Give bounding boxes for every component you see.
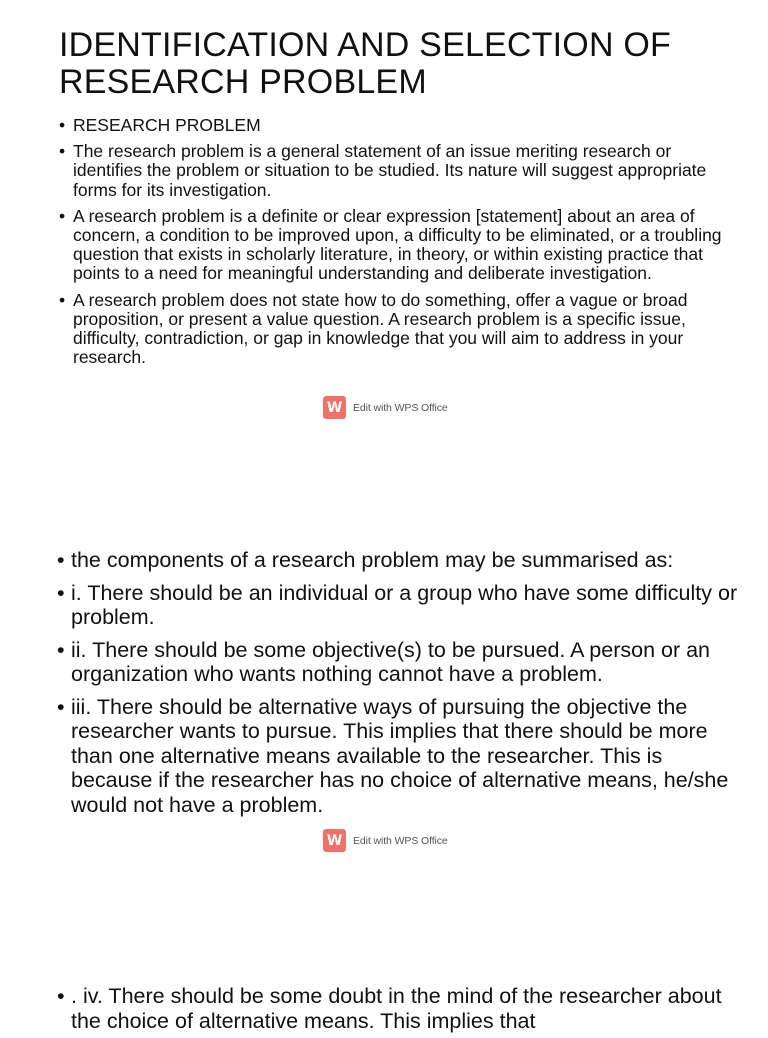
bullet-item: • ii. There should be some objective(s) to be pursued. A person or an organization who wants nothing cannot have a problem. xyxy=(57,638,747,687)
wps-logo-icon: W xyxy=(323,396,346,419)
bullet-item: • i. There should be an individual or a group who have some difficulty or problem. xyxy=(57,581,747,630)
slide-3 xyxy=(0,978,768,1038)
bullet-item: • RESEARCH PROBLEM xyxy=(59,116,729,135)
bullet-item: • . iv. There should be some doubt in the mind of the researcher about the choice of alternative means. This implies that xyxy=(57,984,747,1033)
wps-watermark[interactable] xyxy=(323,829,448,852)
bullet-item: • the components of a research problem may be summarised as: xyxy=(57,548,747,573)
bullet-item: • A research problem does not state how to do something, offer a vague or broad proposition, or present a value question. A research problem is a specific issue, difficulty, contradiction, or gap in knowledge that you will aim to address in your research. xyxy=(59,291,729,368)
slide-title: IDENTIFICATION AND SELECTION OF RESEARCH PROBLEM xyxy=(59,26,671,101)
wps-watermark-label: Edit with WPS Office xyxy=(353,401,448,414)
wps-watermark[interactable] xyxy=(323,396,448,419)
bullet-list xyxy=(57,548,747,825)
bullet-list xyxy=(59,116,729,374)
slide-1 xyxy=(0,0,768,430)
wps-logo-icon: W xyxy=(323,829,346,852)
bullet-item: • iii. There should be alternative ways of pursuing the objective the researcher wants to pursue. This implies that there should be more than one alternative means available to the researcher. This is because if the researcher has no choice of alternative means, he/she would not have a problem. xyxy=(57,695,747,818)
wps-watermark-label: Edit with WPS Office xyxy=(353,834,448,847)
bullet-item: • A research problem is a definite or clear expression [statement] about an area of concern, a condition to be improved upon, a difficulty to be eliminated, or a troubling question that exists in scholarly literature, in theory, or within existing practice that points to a need for meaningful understanding and deliberate investigation. xyxy=(59,207,729,284)
bullet-item: • The research problem is a general statement of an issue meriting research or identifies the problem or situation to be studied. Its nature will suggest appropriate forms for its investigation. xyxy=(59,142,729,200)
bullet-list xyxy=(57,984,747,1033)
slide-2 xyxy=(0,540,768,870)
